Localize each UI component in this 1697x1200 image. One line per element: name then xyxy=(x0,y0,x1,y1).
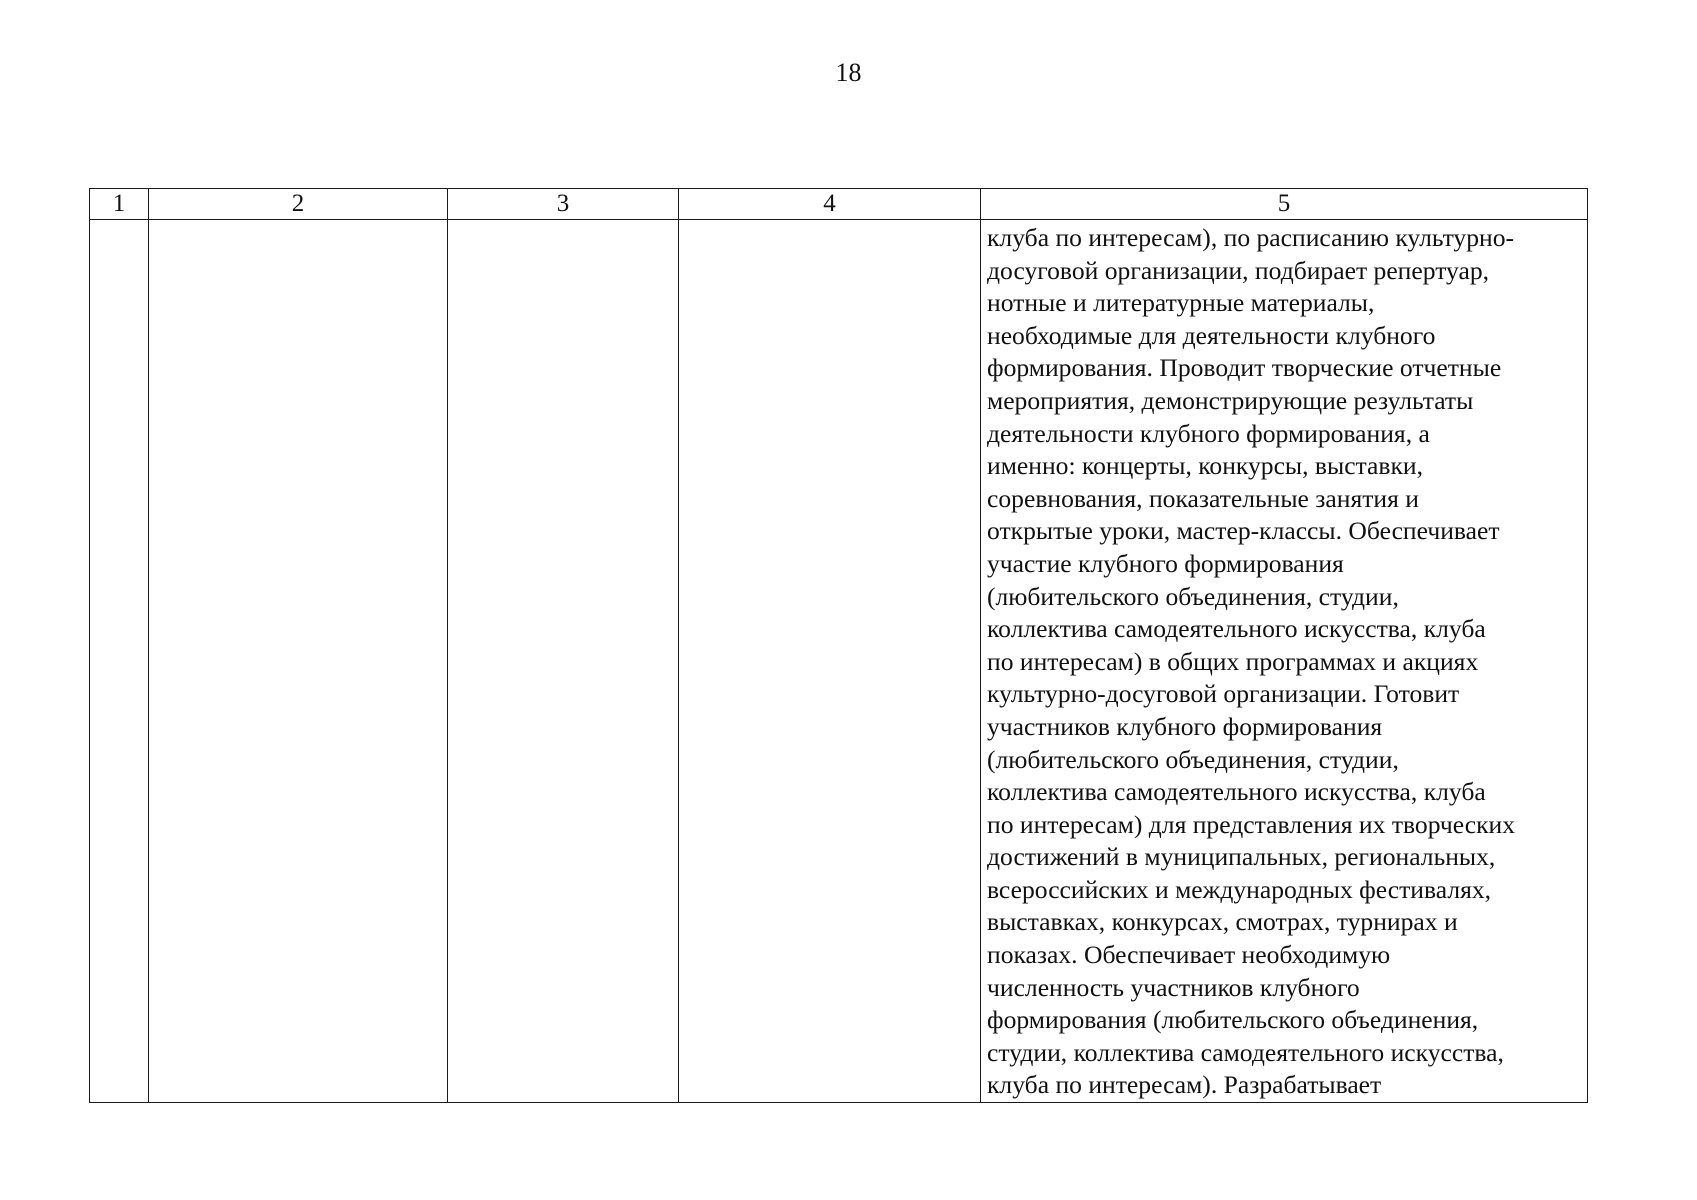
text-line: студии, коллектива самодеятельного искусства, xyxy=(987,1037,1504,1067)
text-line: культурно-досуговой организации. Готовит xyxy=(987,679,1460,709)
text-line: коллектива самодеятельного искусства, клуба xyxy=(987,777,1486,807)
text-line: именно: концерты, конкурсы, выставки, xyxy=(987,451,1424,481)
column-header-3: 3 xyxy=(448,189,679,220)
text-line: досуговой организации, подбирает репертуар, xyxy=(987,255,1490,285)
text-line: формирования. Проводит творческие отчетные xyxy=(987,353,1502,383)
cell-col-1 xyxy=(90,220,149,1103)
text-line: формирования (любительского объединения, xyxy=(987,1005,1479,1035)
table-row xyxy=(90,220,1588,1103)
text-line: (любительского объединения, студии, xyxy=(987,744,1399,774)
text-line: открытые уроки, мастер-классы. Обеспечивает xyxy=(987,516,1500,546)
text-line: выставках, конкурсах, смотрах, турнирах и xyxy=(987,907,1458,937)
document-table xyxy=(89,188,1588,1103)
text-line: численность участников клубного xyxy=(987,972,1360,1002)
column-header-2: 2 xyxy=(149,189,448,220)
column-header-5: 5 xyxy=(981,189,1588,220)
text-line: участие клубного формирования xyxy=(987,548,1344,578)
text-line: нотные и литературные материалы, xyxy=(987,288,1375,318)
cell-col-4 xyxy=(679,220,981,1103)
text-line: (любительского объединения, студии, xyxy=(987,581,1399,611)
cell-col-3 xyxy=(448,220,679,1103)
text-line: деятельности клубного формирования, а xyxy=(987,418,1430,448)
text-line: клуба по интересам). Разрабатывает xyxy=(987,1070,1382,1100)
text-line: клуба по интересам), по расписанию культурно- xyxy=(987,223,1515,252)
text-line: соревнования, показательные занятия и xyxy=(987,483,1419,513)
cell-col-2 xyxy=(149,220,448,1103)
column-header-4: 4 xyxy=(679,189,981,220)
text-line: всероссийских и международных фестивалях, xyxy=(987,874,1492,904)
column-header-1: 1 xyxy=(90,189,149,220)
text-line: показах. Обеспечивает необходимую xyxy=(987,940,1391,970)
table-header-row xyxy=(90,189,1588,220)
text-line: достижений в муниципальных, региональных, xyxy=(987,842,1496,872)
page-number: 18 xyxy=(835,58,862,87)
text-line: по интересам) в общих программах и акциях xyxy=(987,646,1479,676)
text-line: необходимые для деятельности клубного xyxy=(987,320,1436,350)
cell-col-5-text xyxy=(981,220,1588,1103)
text-line: мероприятия, демонстрирующие результаты xyxy=(987,385,1474,415)
text-line: участников клубного формирования xyxy=(987,711,1383,741)
text-line: коллектива самодеятельного искусства, клуба xyxy=(987,614,1486,644)
text-line: по интересам) для представления их творческих xyxy=(987,809,1516,839)
